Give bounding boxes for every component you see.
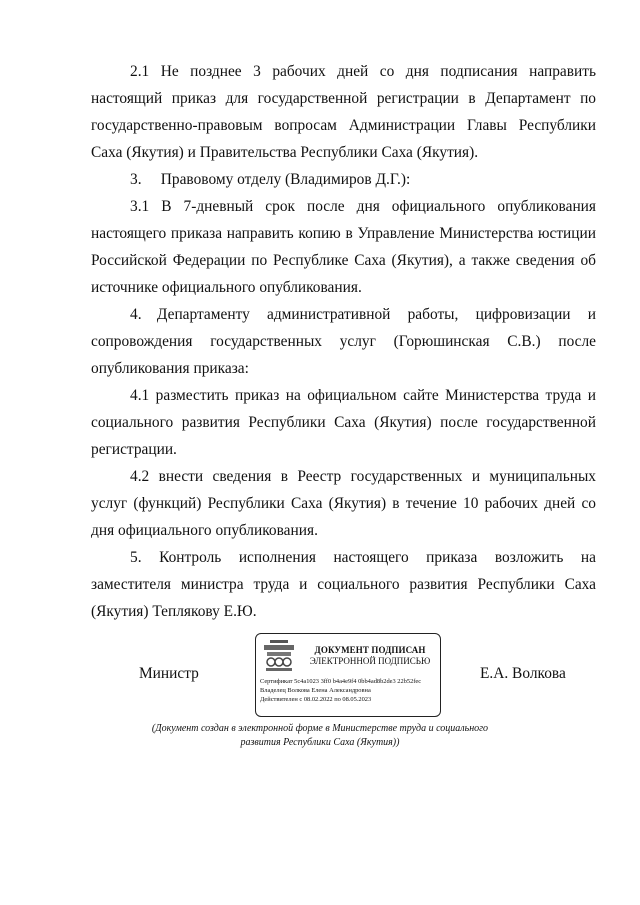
- stamp-subtitle: ЭЛЕКТРОННОЙ ПОДПИСЬЮ: [309, 656, 431, 666]
- paragraph-3-1: 3.1 В 7-дневный срок после дня официального опубликования настоящего приказа направить копию в Управление Министерства юстиции Российской Федерации по Республике Саха (Якутия), а также сведения об источнике официального опубликования.: [91, 198, 596, 296]
- paragraph-2-1: 2.1 Не позднее 3 рабочих дней со дня подписания направить настоящий приказ для государственной регистрации в Департамент по государственно-правовым вопросам Администрации Главы Республики Саха (Якутия) и Правительства Республики Саха (Якутия).: [91, 63, 596, 161]
- document-footnote: (Документ создан в электронной форме в Министерстве труда и социального развития Республики Саха (Якутия)): [151, 723, 489, 748]
- paragraph-4-2: 4.2 внести сведения в Реестр государственных и муниципальных услуг (функций) Республики Саха (Якутия) в течение 10 рабочих дней со дня официального опубликования.: [91, 468, 596, 539]
- coat-of-arms-emblem-icon: [261, 639, 297, 673]
- signer-role: Министр: [139, 665, 199, 682]
- document-body: [91, 58, 596, 625]
- paragraph-5: 5. Контроль исполнения настоящего приказа возложить на заместителя министра труда и социального развития Республики Саха (Якутия) Теплякову Е.Ю.: [91, 549, 596, 620]
- stamp-certificate: Сертификат 5c4a1023 3ff0 b4a4e9f4 0bb4ad8b2de3 22b52fec: [260, 678, 422, 685]
- stamp-validity: Действителен с 08.02.2022 по 08.05.2023: [260, 696, 372, 703]
- stamp-title: ДОКУМЕНТ ПОДПИСАН: [314, 645, 426, 655]
- signer-name: Е.А. Волкова: [480, 665, 566, 682]
- electronic-signature-stamp: [255, 633, 441, 717]
- signature-block: [0, 630, 640, 730]
- paragraph-4: 4. Департаменту административной работы, цифровизации и сопровождения государственных услуг (Горюшинская С.В.) после опубликования приказа:: [91, 306, 596, 377]
- stamp-owner: Владелец Волкова Елена Александровна: [260, 687, 371, 694]
- paragraph-4-1: 4.1 разместить приказ на официальном сайте Министерства труда и социального развития Республики Саха (Якутия) после государственной регистрации.: [91, 387, 596, 458]
- paragraph-3: 3. Правовому отделу (Владимиров Д.Г.):: [130, 171, 411, 188]
